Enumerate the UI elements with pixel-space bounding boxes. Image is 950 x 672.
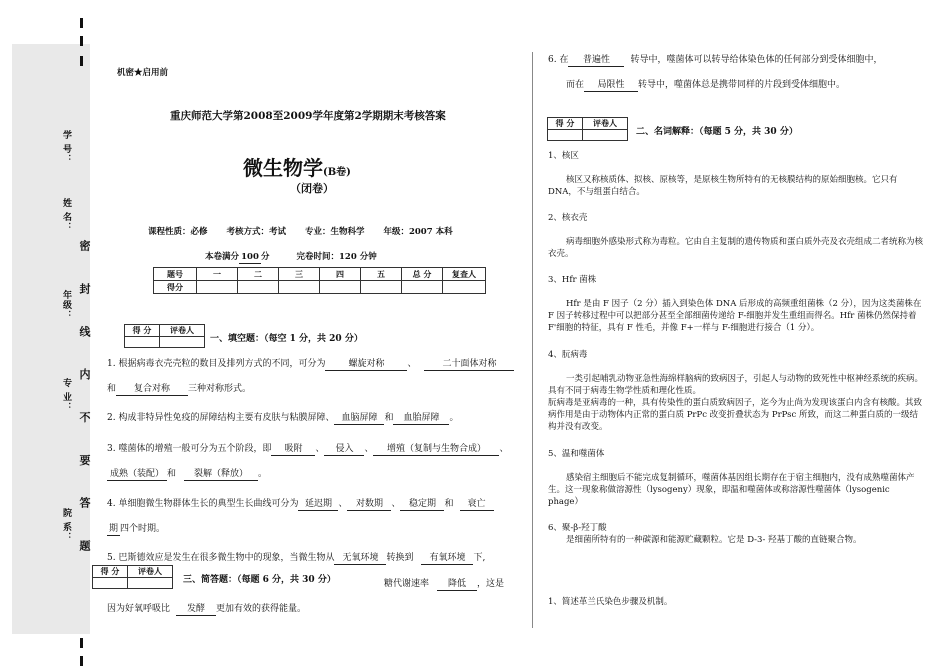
grader-reviewer-label: 评卷人 — [128, 566, 173, 578]
score-cell[interactable] — [443, 281, 486, 294]
score-header-cell: 总 分 — [402, 268, 443, 281]
term-3-title: 3、Hfr 菌株 — [548, 275, 597, 285]
grader-score-cell[interactable] — [548, 130, 583, 141]
score-cell[interactable] — [361, 281, 402, 294]
answer-blank: 裂解（释放） — [184, 469, 258, 481]
question-4: 4. 单细胞微生物群体生长的典型生长曲线可分为 延迟期 、 对数期 、 稳定期 和 衰亡 — [107, 496, 494, 511]
term-1-title: 1、核区 — [548, 151, 579, 161]
conjunction: 和 — [107, 384, 117, 394]
question-4-cont — [107, 521, 165, 536]
score-cell[interactable] — [402, 281, 443, 294]
course-nature: 课程性质：必修 — [148, 227, 208, 237]
course-name: 微生物学 — [243, 156, 323, 180]
answer-blank-cont: 期 — [109, 524, 119, 534]
score-header-cell: 四 — [320, 268, 361, 281]
score-header-cell: 二 — [238, 268, 279, 281]
term-1-body: 核区又称核质体、拟核、原核等，是原核生物所特有的无核膜结构的原始细胞核。它只有DNA，不与组蛋白结合。 — [548, 175, 898, 197]
question-text: 5. 巴斯德效应是发生在很多微生物中的现象，当微生物从 — [107, 553, 335, 563]
score-table — [153, 267, 486, 294]
question-3-cont — [107, 466, 267, 481]
question-6 — [548, 52, 882, 67]
answer-blank: 螺旋对称 — [325, 359, 407, 371]
grader-box — [124, 324, 205, 348]
question-5-line2 — [107, 601, 306, 616]
grader-score-cell[interactable] — [93, 578, 128, 589]
score-header-cell: 五 — [361, 268, 402, 281]
grader-score-label: 得 分 — [93, 566, 128, 578]
question-text: 转导中，噬菌体可以转导给体染色体的任何部分到受体细胞中， — [630, 55, 883, 65]
question-text: 6. 在 — [548, 55, 569, 65]
score-time-line — [205, 250, 377, 264]
score-header-cell: 复查人 — [443, 268, 486, 281]
student-id-label: 学 号： — [61, 130, 71, 165]
section3-title: 三、简答题：（每题 6 分，共 30 分） — [183, 575, 336, 585]
term-6-body: 是细菌所特有的一种碳源和能源贮藏颗粒。它是 D-3- 羟基丁酸的直链聚合物。 — [566, 535, 862, 545]
separator: 、 — [407, 359, 417, 369]
answer-blank: 延迟期 — [298, 499, 338, 511]
college-label: 院 系： — [61, 508, 71, 543]
answer-blank: 发酵 — [176, 604, 216, 616]
grader-reviewer-label: 评卷人 — [583, 118, 628, 130]
question-text: 四个时期。 — [120, 524, 166, 534]
major-label: 专 业： — [61, 378, 71, 413]
exam-time: 完卷时间：120 分钟 — [296, 252, 377, 262]
answer-blank: 成熟（装配） — [107, 469, 167, 481]
term-2-body: 病毒细胞外感染形式称为毒粒。它由自主复制的遗传物质和蛋白质外壳及衣壳组成二者统称为核衣壳。 — [548, 237, 924, 259]
score-cell[interactable] — [320, 281, 361, 294]
answer-blank: 稳定期 — [400, 499, 444, 511]
conjunction: 和 — [167, 469, 177, 479]
answer-blank: 增殖（复制与生物合成） — [373, 444, 499, 456]
question-text: 糖代谢速率 — [384, 579, 430, 589]
question-3: 3. 噬菌体的增殖一般可分为五个阶段，即 吸附 、 侵入 、 增殖（复制与生物合成） 、 — [107, 444, 509, 454]
term-6-title: 6、聚-β-羟丁酸 — [548, 523, 607, 533]
grader-reviewer-label: 评卷人 — [160, 325, 205, 337]
answer-blank: 局限性 — [584, 80, 638, 92]
grade-label: 年级： — [61, 290, 71, 320]
grader-reviewer-cell[interactable] — [160, 337, 205, 348]
question-1 — [107, 356, 514, 371]
exam-method: 考核方式：考试 — [226, 227, 286, 237]
term-5-title: 5、温和噬菌体 — [548, 449, 605, 459]
question-text: 更加有效的获得能量。 — [216, 604, 307, 614]
answer-blank: 血脑屏障 — [334, 413, 384, 425]
section1-title: 一、填空题：（每空 1 分，共 20 分） — [210, 334, 363, 344]
grader-score-cell[interactable] — [125, 337, 160, 348]
conjunction: 和 — [384, 413, 394, 423]
term-4-title: 4、朊病毒 — [548, 350, 588, 360]
question-6-cont — [566, 77, 845, 92]
question-2 — [107, 410, 458, 425]
question-text: 三种对称形式。 — [188, 384, 252, 394]
full-score-unit: 分 — [261, 252, 270, 262]
grader-reviewer-cell[interactable] — [583, 130, 628, 141]
grade-info: 年级：2007 本科 — [383, 227, 453, 237]
question-text: 。 — [258, 469, 268, 479]
answer-blank: 无氧环境 — [334, 553, 386, 565]
answer-blank: 降低 — [437, 579, 477, 591]
answer-blank: 侵入 — [324, 444, 364, 456]
course-info-line — [148, 225, 453, 237]
score-header-cell: 三 — [279, 268, 320, 281]
question-text: 下, — [473, 553, 486, 563]
answer-blank: 普遍性 — [568, 55, 624, 67]
answer-blank: 血胎屏障 — [393, 413, 449, 425]
score-cell[interactable] — [238, 281, 279, 294]
question-5 — [107, 550, 485, 565]
question-text: 。 — [449, 413, 459, 423]
question-text: ，这是 — [477, 579, 505, 589]
term-3-body: Hfr 是由 F 因子（2 分）插入到染色体 DNA 后形成的高频重组菌株（2 分），因为这类菌株在 F 因子转移过程中可以把部分甚至全部细菌传递给 F-细胞并发生重组而得名。Hfr 菌株仍然保持着 F'细胞的特征，具有 F 性毛，并像 F+一样与 F-细胞进行接合（1 分）。 — [548, 299, 922, 333]
question-1-cont — [107, 381, 251, 396]
grader-score-label: 得 分 — [548, 118, 583, 130]
question-5-cont — [384, 576, 504, 591]
answer-blank: 对数期 — [347, 499, 391, 511]
question-text: 3. 噬菌体的增殖一般可分为五个阶段，即 — [107, 444, 272, 454]
column-divider — [532, 52, 533, 628]
answer-blank: 复合对称 — [116, 384, 188, 396]
seal-line-warning: 密 封 线 内 不 要 答 题 — [78, 240, 91, 565]
score-cell[interactable] — [279, 281, 320, 294]
question-text: 因为好氧呼吸比 — [107, 604, 171, 614]
term-5-body: 感染宿主细胞后不能完成复制循环，噬菌体基因组长期存在于宿主细胞内，没有成熟噬菌体产生。这一现象称做溶源性（lysogeny）现象，即温和噬菌体或称溶源性噬菌体（lysogenic phage） — [548, 473, 915, 507]
question-text: 2. 构成非特异性免疫的屏障结构主要有皮肤与粘膜屏障、 — [107, 413, 335, 423]
score-header-cell: 题号 — [154, 268, 197, 281]
major-info: 专业：生物科学 — [304, 227, 365, 237]
name-label: 姓 名： — [61, 198, 71, 233]
answer-blank: 有氧环境 — [421, 553, 473, 565]
question-text: 转换到 — [386, 553, 414, 563]
margin-tick — [80, 36, 83, 46]
score-header-cell: 一 — [197, 268, 238, 281]
question-text: 1. 根据病毒衣壳壳粒的数目及排列方式的不同，可分为 — [107, 359, 326, 369]
short-answer-question-1: 1、简述革兰氏染色步骤及机制。 — [548, 597, 673, 607]
section2-title: 二、名词解释：（每题 5 分，共 30 分） — [636, 127, 798, 137]
grader-box — [92, 565, 173, 589]
answer-blank: 二十面体对称 — [424, 359, 514, 371]
margin-tick — [80, 18, 83, 28]
margin-tick — [80, 56, 83, 66]
full-score-label: 本卷满分 — [205, 252, 240, 262]
grader-box — [547, 117, 628, 141]
course-title — [243, 152, 351, 181]
grader-score-label: 得 分 — [125, 325, 160, 337]
conjunction: 和 — [444, 499, 454, 509]
question-text: 而在 — [566, 80, 585, 90]
course-volume: (B卷) — [323, 167, 351, 178]
margin-tick — [80, 656, 83, 666]
question-text: 4. 单细胞微生物群体生长的典型生长曲线可分为 — [107, 499, 299, 509]
score-cell[interactable] — [197, 281, 238, 294]
full-score-value: 100 — [239, 252, 261, 264]
grader-reviewer-cell[interactable] — [128, 578, 173, 589]
confidential-label: 机密★启用前 — [117, 68, 169, 78]
term-2-title: 2、核衣壳 — [548, 213, 588, 223]
exam-title: 重庆师范大学第2008至2009学年度第2学期期末考核答案 — [170, 110, 446, 122]
closed-book-label: （闭卷） — [290, 182, 334, 195]
score-row-label: 得分 — [154, 281, 197, 294]
question-text: 转导中，噬菌体总是携带同样的片段到受体细胞中。 — [638, 80, 846, 90]
term-4-body: 一类引起哺乳动物亚急性海绵样脑病的致病因子，引起人与动物的致死性中枢神经系统的疾病。具有不同于病毒生物学性质和理化性质。 朊病毒是亚病毒的一种，具有传染性的蛋白质致病因子，迄今为止尚为发现该蛋白内含有核酸。其致病作用是由于动物体内正常的蛋白质 PrPc 改变折叠状态为 PrPsc 所致，而这二种蛋白质的一级结构并没有改变。 — [548, 374, 924, 432]
answer-blank: 吸附 — [271, 444, 315, 456]
margin-tick — [80, 638, 83, 648]
answer-blank: 衰亡 — [460, 499, 494, 511]
